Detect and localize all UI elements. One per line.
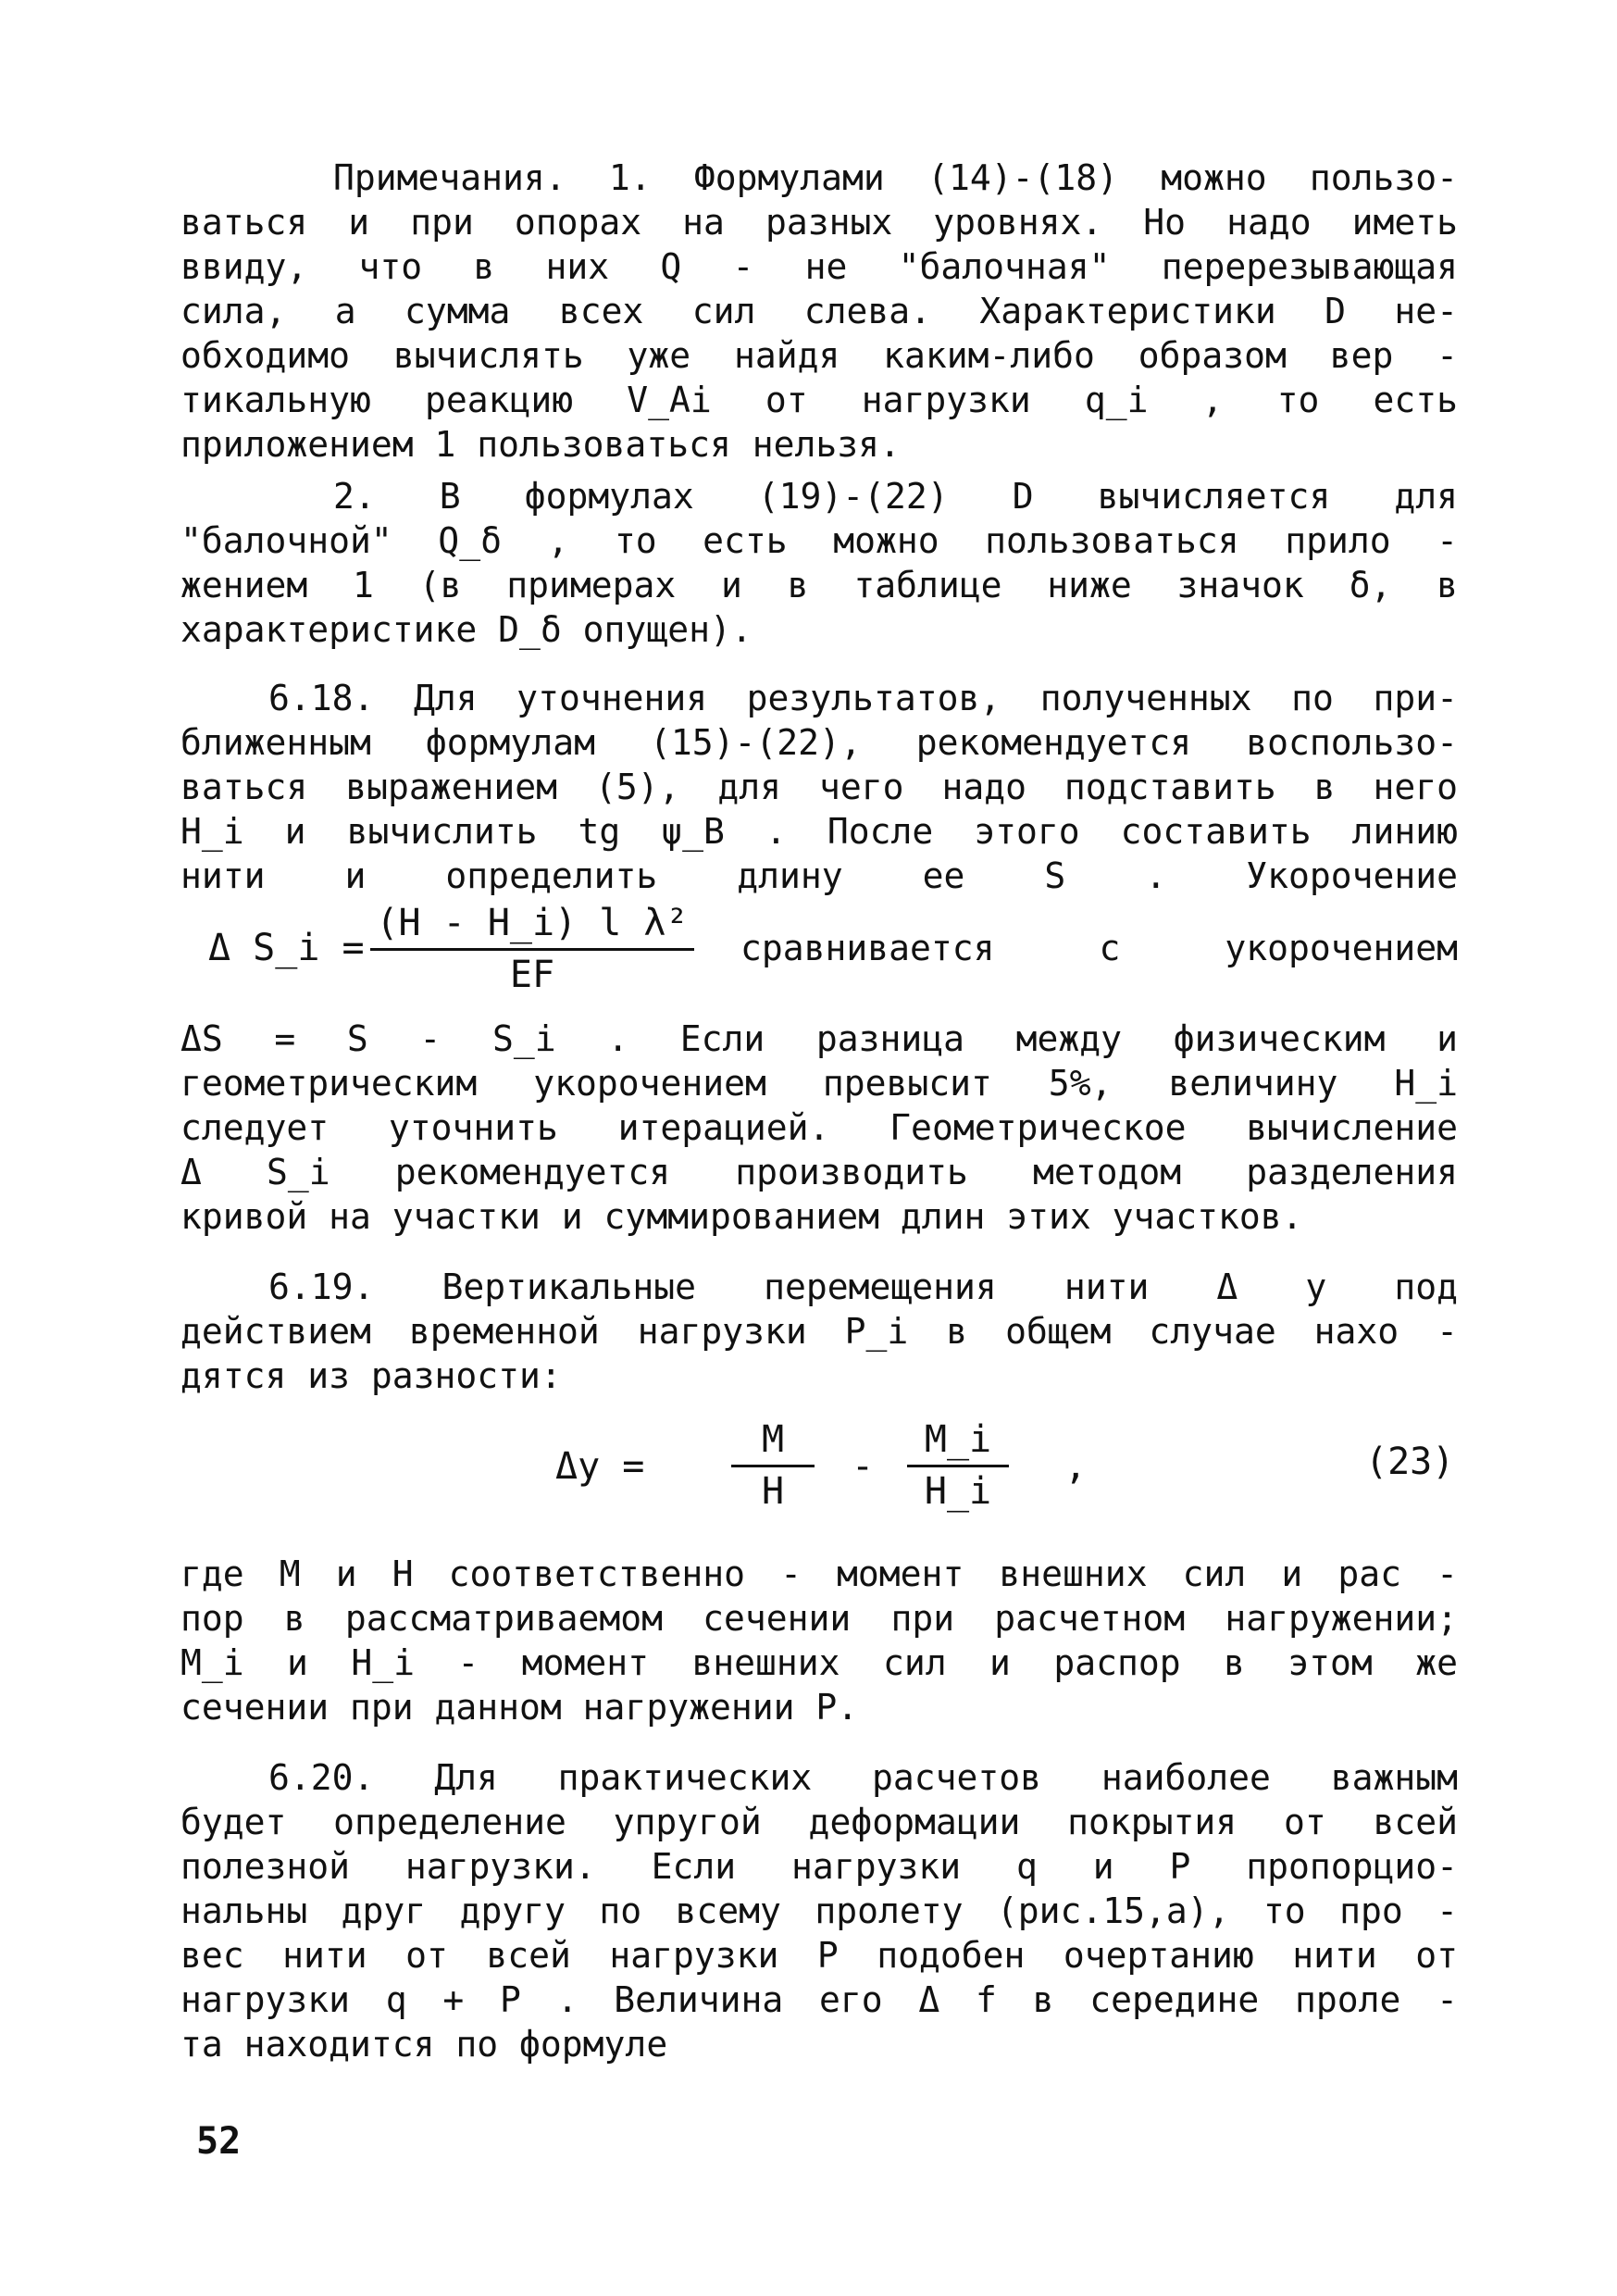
equation-comma: , xyxy=(1064,1445,1088,1488)
text-line: вес нити от всей нагрузки P подобен очертанию нити от xyxy=(180,1935,1458,1976)
formula-lhs: Δ S_i = xyxy=(208,927,365,969)
text-line: та находится по формуле xyxy=(180,2024,668,2065)
text-line: ввиду, что в них Q - не "балочная" перерезывающая xyxy=(180,246,1458,287)
page-number: 52 xyxy=(196,2120,242,2163)
text-line: 6.19. Вертикальные перемещения нити Δ y под xyxy=(268,1267,1458,1307)
text-line: тикальную реакцию V_Ai от нагрузки q_i , то есть xyxy=(180,380,1458,420)
text-line: пор в рассматриваемом сечении при расчетном нагружении; xyxy=(180,1598,1458,1639)
text-line: полезной нагрузки. Если нагрузки q и P пропорцио- xyxy=(180,1846,1458,1887)
text-line: Примечания. 1. Формулами (14)-(18) можно пользо- xyxy=(333,157,1458,198)
equation-denominator-1: H xyxy=(761,1470,785,1513)
text-line: обходимо вычислять уже найдя каким-либо образом вер - xyxy=(180,335,1458,376)
equation-numerator-1: M xyxy=(761,1418,785,1461)
text-line: 2. В формулах (19)-(22) D вычисляется для xyxy=(333,476,1458,517)
text-line: сравнивается с укорочением xyxy=(740,928,1458,968)
text-line: ближенным формулам (15)-(22), рекомендуется воспользо- xyxy=(180,722,1458,763)
text-line: ваться выражением (5), для чего надо подставить в него xyxy=(180,767,1458,807)
equation-minus: - xyxy=(852,1445,875,1488)
fraction-bar xyxy=(370,948,694,951)
text-line: Δ S_i рекомендуется производить методом разделения xyxy=(180,1152,1458,1192)
text-line: следует уточнить итерацией. Геометрическое вычисление xyxy=(180,1107,1458,1148)
equation-number: (23) xyxy=(1365,1441,1455,1483)
text-line: кривой на участки и суммированием длин этих участков. xyxy=(180,1196,1303,1237)
text-line: нальны друг другу по всему пролету (рис.15,а), то про - xyxy=(180,1890,1458,1931)
text-line: сила, а сумма всех сил слева. Характеристики D не- xyxy=(180,291,1458,331)
equation-numerator-2: M_i xyxy=(924,1418,992,1461)
fraction-bar xyxy=(731,1465,815,1467)
text-line: будет определение упругой деформации покрытия от всей xyxy=(180,1802,1458,1842)
text-line: "балочной" Q_δ , то есть можно пользоваться прило - xyxy=(180,520,1458,561)
text-line: ΔS = S - S_i . Если разница между физическим и xyxy=(180,1018,1458,1059)
equation-denominator-2: H_i xyxy=(924,1470,992,1513)
formula-numerator: (H - H_i) l λ² xyxy=(376,902,689,944)
text-line: где M и H соответственно - момент внешних сил и рас - xyxy=(180,1554,1458,1594)
text-line: характеристике D_δ опущен). xyxy=(180,609,753,650)
text-line: приложением 1 пользоваться нельзя. xyxy=(180,424,901,465)
text-line: действием временной нагрузки P_i в общем случае нахо - xyxy=(180,1311,1458,1352)
equation-lhs: Δy = xyxy=(555,1445,645,1488)
text-line: M_i и H_i - момент внешних сил и распор в этом же xyxy=(180,1642,1458,1683)
text-line: 6.18. Для уточнения результатов, полученных по при- xyxy=(268,678,1458,718)
text-line: геометрическим укорочением превысит 5%, величину H_i xyxy=(180,1063,1458,1104)
text-line: H_i и вычислить tg ψ_B . После этого составить линию xyxy=(180,811,1458,852)
text-line: дятся из разности: xyxy=(180,1355,562,1396)
text-line: ваться и при опорах на разных уровнях. Но надо иметь xyxy=(180,202,1458,243)
text-line: нити и определить длину ее S . Укорочение xyxy=(180,855,1458,896)
text-line: жением 1 (в примерах и в таблице ниже значок δ, в xyxy=(180,565,1458,605)
formula-denominator: EF xyxy=(509,954,555,996)
text-line: сечении при данном нагружении P. xyxy=(180,1687,859,1728)
text-line: 6.20. Для практических расчетов наиболее важным xyxy=(268,1757,1458,1798)
fraction-bar xyxy=(907,1465,1009,1467)
text-line: нагрузки q + P . Величина его Δ f в середине проле - xyxy=(180,1979,1458,2020)
